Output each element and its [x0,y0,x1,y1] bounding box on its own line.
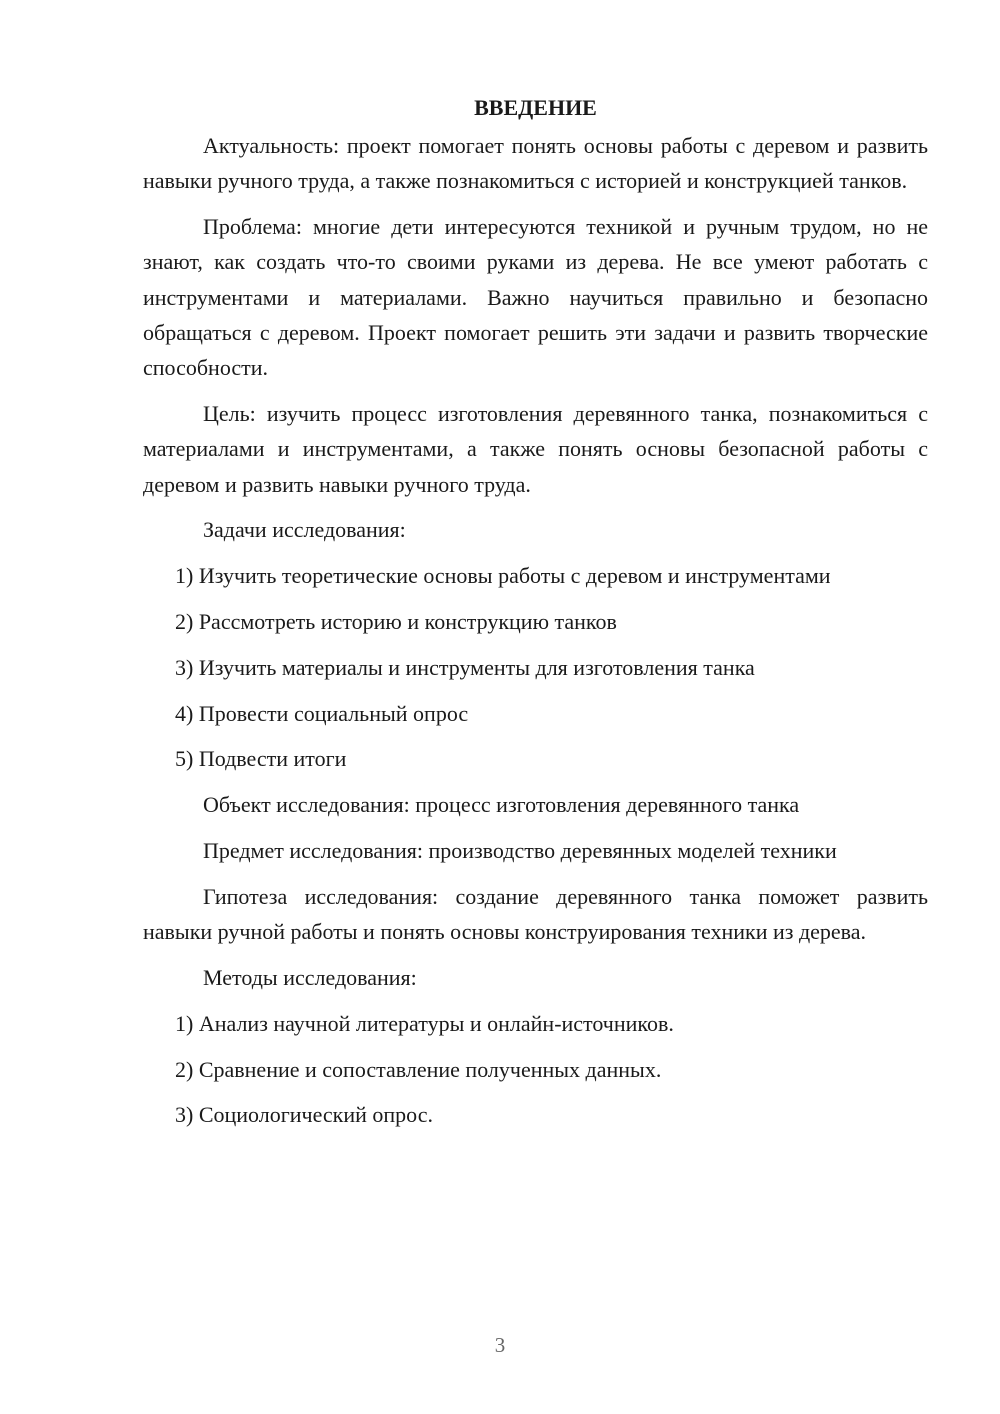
task-item: 1) Изучить теоретические основы работы с деревом и инструментами [175,563,831,589]
research-subject: Предмет исследования: производство деревянных моделей техники [203,838,837,864]
task-item: 2) Рассмотреть историю и конструкцию танков [175,609,617,635]
goal-paragraph: Цель: изучить процесс изготовления деревянного танка, познакомиться с материалами и инструментами, а также понять основы безопасной работы с деревом и развить навыки ручного труда. [143,401,928,497]
method-item: 2) Сравнение и сопоставление полученных данных. [175,1056,662,1082]
document-page [143,90,928,1143]
task-item: 5) Подвести итоги [175,746,347,772]
hypothesis-paragraph: Гипотеза исследования: создание деревянного танка поможет развить навыки ручной работы и понять основы конструирования техники из дерева. [143,883,928,945]
page-number: 3 [494,1333,506,1357]
relevance-paragraph: Актуальность: проект помогает понять основы работы с деревом и развить навыки ручного труда, а также познакомиться с историей и конструкцией танков. [143,133,928,194]
research-object: Объект исследования: процесс изготовления деревянного танка [203,792,800,818]
method-item: 1) Анализ научной литературы и онлайн-источников. [175,1010,674,1036]
tasks-label: Задачи исследования: [203,517,406,543]
problem-paragraph: Проблема: многие дети интересуются техникой и ручным трудом, но не знают, как создать что-то своими руками из дерева. Не все умеют работать с инструментами и материалами. Важно научиться правильно и безопасно обращаться с деревом. Проект помогает решить эти задачи и развить творческие способности. [143,214,928,381]
methods-label: Методы исследования: [203,964,417,990]
method-item: 3) Социологический опрос. [175,1102,433,1128]
task-item: 4) Провести социальный опрос [175,700,469,726]
task-item: 3) Изучить материалы и инструменты для изготовления танка [175,654,755,680]
section-heading: ВВЕДЕНИЕ [474,95,597,120]
